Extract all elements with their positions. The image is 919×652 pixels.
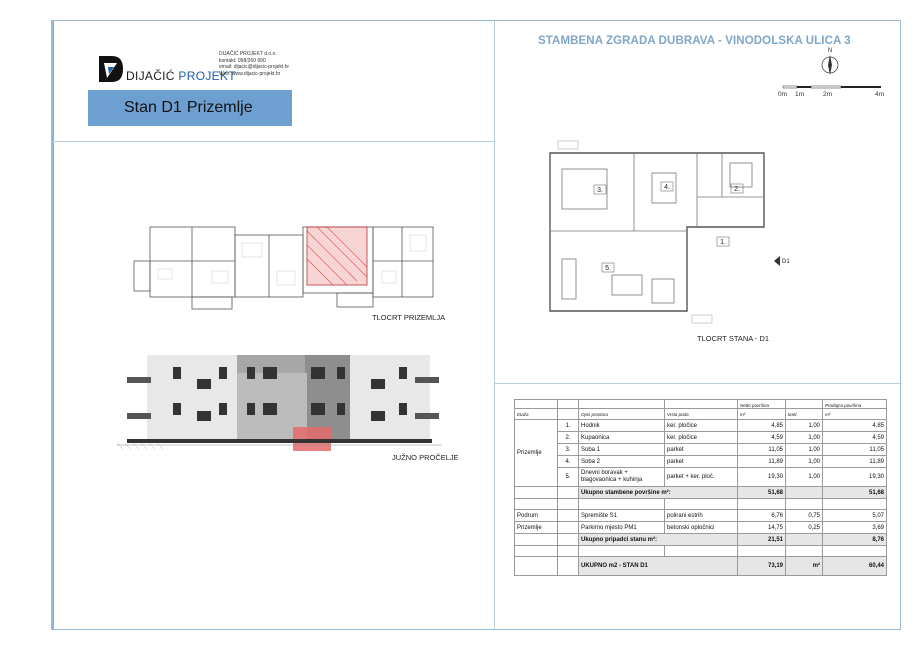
company-email: email: dijacic@dijacic-projekt.hr: [219, 64, 290, 70]
spacer-row: [515, 499, 887, 510]
project-title: STAMBENA ZGRADA DUBRAVA - VINODOLSKA ULICA 3: [538, 35, 851, 47]
drawing-sheet: [51, 20, 901, 630]
room-number-3: 3.: [597, 187, 603, 194]
room-number-1: 1.: [720, 239, 726, 246]
col-header-net-unit: m²: [738, 409, 786, 420]
sheet-border-left: [52, 21, 54, 629]
col-header-net: Netto površina: [738, 400, 786, 409]
unit-plan-label: TLOCRT STANA - D1: [697, 334, 770, 343]
room-number-5: 5.: [605, 265, 611, 272]
unit-d1-plan: [542, 139, 790, 339]
col-header-sale: Prodajna površina: [823, 400, 887, 409]
room-name-multiline: Dnevni boravak + blagovaonica + kuhinja: [581, 470, 643, 483]
room-number-4: 4.: [664, 184, 670, 191]
unit-level: Prizemlje: [186, 99, 253, 116]
company-phone: kontakt: 098/260 990: [219, 57, 266, 64]
table-row: Prizemlje 1. Hodnik ker. pločice 4,85 1,00 4,85: [515, 420, 887, 432]
col-header-sale-unit: m²: [823, 409, 887, 420]
col-header-level: Etaža: [515, 409, 558, 420]
south-facade: [117, 353, 442, 453]
scale-bar: [775, 85, 887, 101]
company-contact: [219, 51, 289, 77]
scale-label-0: 0m: [778, 91, 788, 98]
ground-floor-plan-label: TLOCRT PRIZEMLJA: [372, 313, 446, 322]
area-table: [514, 399, 887, 576]
south-facade-label: JUŽNO PROČELJE: [392, 453, 459, 462]
scale-label-2: 2m: [823, 91, 833, 98]
spacer-row: [515, 546, 887, 557]
table-row: 5. Dnevni boravak + blagovaonica + kuhinja parket + ker. ploč. 19,30 1,00 19,30: [515, 468, 887, 487]
vertical-divider: [494, 21, 495, 629]
unit-name: Stan D1: [124, 99, 182, 116]
col-header-desc: Opis prostora: [579, 409, 665, 420]
right-table-divider: [494, 383, 902, 384]
table-header-row: [515, 400, 887, 409]
level-cell: Prizemlje: [515, 420, 558, 487]
ground-floor-plan: [132, 221, 432, 311]
entry-label: D1: [782, 259, 790, 265]
subtotal-living-row: Ukupno stambene površine m²: 51,68 51,68: [515, 487, 887, 499]
table-row: 4. Soba 2 parket 11,89 1,00 11,89: [515, 456, 887, 468]
subtotal-extras-row: Ukupno pripadci stanu m²: 21,51 8,76: [515, 534, 887, 546]
north-arrow-icon: [819, 45, 841, 77]
col-header-coef: koef.: [786, 409, 823, 420]
company-logo-icon: [98, 55, 124, 83]
compass-label: N: [827, 48, 833, 54]
logo-name-part: DIJAČIĆ: [126, 69, 175, 83]
table-row: Prizemlje Parkirno mjesto PM1 betonski opločnici 14,75 0,25 3,69: [515, 522, 887, 534]
left-header-divider: [52, 141, 494, 142]
table-row: 2. Kupaonica ker. pločice 4,59 1,00 4,59: [515, 432, 887, 444]
unit-badge: [88, 90, 292, 126]
logo-accent-part: PROJEKT: [178, 69, 236, 83]
table-subheader-row: [515, 409, 887, 420]
col-header-floor: Vrsta poda: [665, 409, 738, 420]
company-name: DIJAČIĆ PROJEKT d.o.o.: [219, 51, 277, 57]
table-row: Podrum Spremište S1 polirani estrih 6,76 0,75 5,07: [515, 510, 887, 522]
room-number-2: 2.: [734, 186, 740, 193]
scale-label-3: 4m: [875, 91, 885, 98]
table-row: 3. Soba 1 parket 11,05 1,00 11,05: [515, 444, 887, 456]
scale-label-1: 1m: [795, 91, 805, 98]
grand-total-row: UKUPNO m2 - STAN D1 73,19 m² 60,44: [515, 557, 887, 576]
company-web: Web: www.dijacic-projekt.hr: [219, 70, 281, 77]
